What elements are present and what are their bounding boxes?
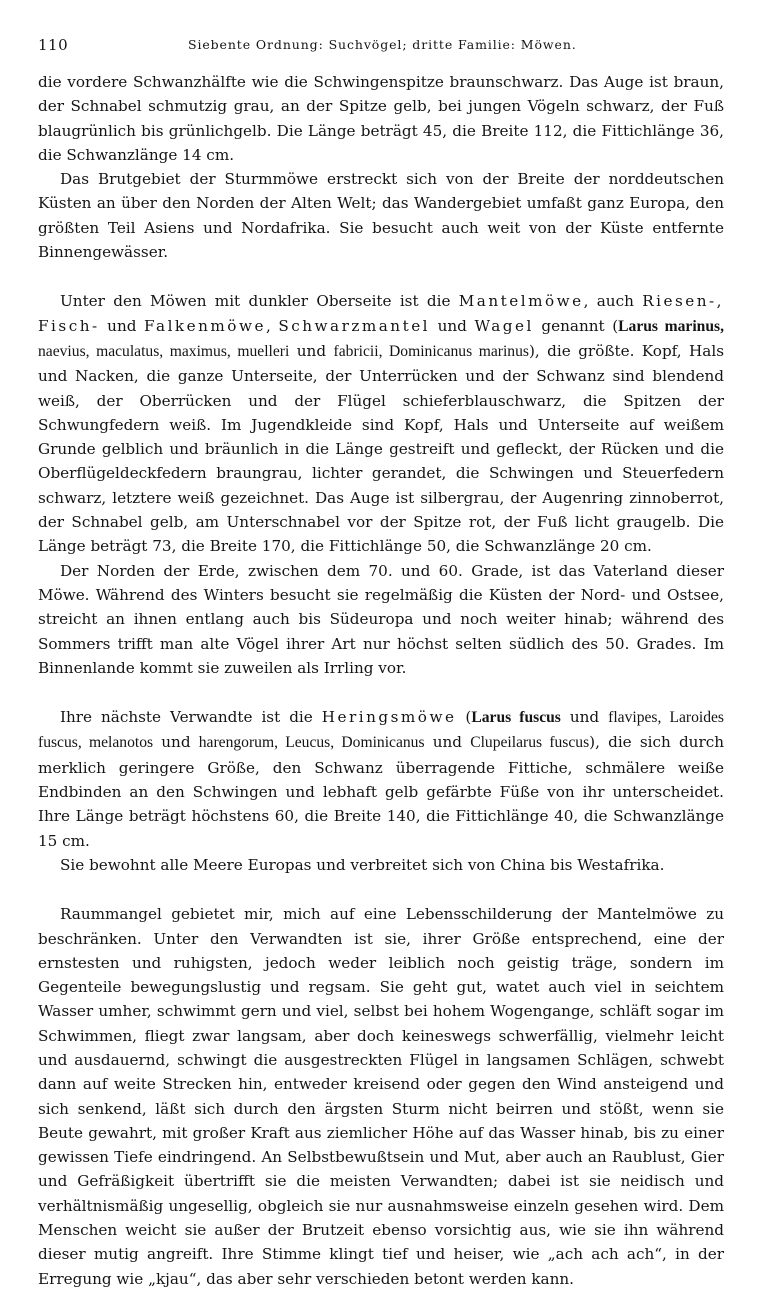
running-head xyxy=(38,36,724,58)
text-run: und xyxy=(289,341,334,360)
latin-synonyms: flavipes, Laroides fuscus, melanotos xyxy=(38,709,724,752)
species-name-heringsmoewe: Heringsmöwe xyxy=(321,708,457,727)
running-title: Siebente Ordnung: Suchvögel; dritte Familie: Möwen. xyxy=(188,37,577,52)
text-run: und xyxy=(430,316,475,335)
text-run: , auch xyxy=(583,292,643,311)
latin-synonyms: harengorum, Leucus, Dominicanus xyxy=(198,734,425,752)
alias-name: Wagel xyxy=(474,316,534,335)
text-run: Unter den Möwen mit dunkler Oberseite ist die xyxy=(60,292,459,311)
paragraph-great-black-backed-gull-range: Der Norden der Erde, zwischen dem 70. und 60. Grade, ist das Vaterland dieser Möwe. Während des Winters besucht sie regelmäßig die Küsten der Nord- und Ostsee, streicht an ihnen entlang auch bis Südeuropa und noch weiter hinab; während des Sommers trifft man alte Vögel ihrer Art nur höchst selten südlich des 50. Grades. Im Binnenlande kommt sie zuweilen als Irrling vor. xyxy=(38,561,724,677)
latin-synonyms: naevius, maculatus, maximus, muelleri xyxy=(38,342,290,360)
body-text xyxy=(38,70,724,1291)
page-number: 110 xyxy=(38,36,69,54)
paragraph-great-black-backed-gull-description xyxy=(38,289,724,558)
alias-name: Falkenmöwe xyxy=(144,316,266,335)
latin-name-primary: Larus fuscus xyxy=(471,709,561,727)
text-run: ), die größte. Kopf, Hals und Nacken, die ganze Unterseite, der Unterrücken und der Schwanz sind blendend weiß, der Oberrücken und der Flügel schieferblauschwarz, die Spitzen der Schwungfedern weiß. Im Jugendkleide sind Kopf, Hals und Unterseite auf weißem Grunde gelblich und bräunlich in die Länge gestreift und gefleckt, der Rücken und die Oberflügeldeckfedern braungrau, lichter gerandet, die Schwingen und Steuerfedern schwarz, letztere weiß gezeichnet. Das Auge ist silbergrau, der Augenring zinnoberrot, der Schnabel gelb, am Unterschnabel vor der Spitze rot, der Fuß licht graugelb. Die Länge beträgt 73, die Breite 170, die Fittichlänge 50, die Schwanzlänge 20 cm. xyxy=(38,341,724,556)
paragraph-storm-gull-range: Das Brutgebiet der Sturmmöwe erstreckt sich von der Breite der norddeutschen Küsten an über den Norden der Alten Welt; das Wandergebiet umfaßt ganz Europa, den größten Teil Asiens und Nordafrika. Sie besucht auch weit von der Küste entfernte Binnengewässer. xyxy=(38,170,724,262)
text-run: und xyxy=(153,733,199,752)
text-run: und xyxy=(424,733,471,752)
text-run: Ihre nächste Verwandte ist die xyxy=(60,708,322,727)
latin-name-primary: Larus marinus, xyxy=(618,317,724,335)
paragraph-storm-gull-description-end: die vordere Schwanzhälfte wie die Schwingenspitze braunschwarz. Das Auge ist braun, der Schnabel schmutzig grau, an der Spitze gelb, bei jungen Vögeln schwarz, der Fuß blaugrünlich bis grünlichgelb. Die Länge beträgt 45, die Breite 112, die Fittichlänge 36, die Schwanzlänge 14 cm. xyxy=(38,73,724,164)
latin-synonyms: Clupeilarus fuscus xyxy=(470,734,590,752)
paragraph-herring-gull-description xyxy=(38,705,724,853)
alias-name: Riesen-, Fisch- xyxy=(38,292,724,335)
book-page xyxy=(38,36,724,1291)
text-run: genannt ( xyxy=(533,316,619,335)
text-run: , xyxy=(265,316,279,335)
text-run: ( xyxy=(456,708,472,727)
text-run: und xyxy=(99,316,145,335)
paragraph-herring-gull-range: Sie bewohnt alle Meere Europas und verbreitet sich von China bis Westafrika. xyxy=(60,855,665,874)
text-run: und xyxy=(560,708,609,727)
latin-synonyms: fabricii, Dominicanus marinus xyxy=(333,342,529,360)
alias-name: Schwarzmantel xyxy=(278,316,431,335)
text-run: ), die sich durch merklich geringere Größe, den Schwanz überragende Fittiche, schmälere weiße Endbinden an den Schwingen und lebhaft gelb gefärbte Füße von ihr unterscheidet. Ihre Länge beträgt höchstens 60, die Breite 140, die Fittichlänge 40, die Schwanzlänge 15 cm. xyxy=(38,733,724,850)
paragraph-great-black-backed-gull-behaviour: Raummangel gebietet mir, mich auf eine Lebensschilderung der Mantelmöwe zu beschränken. Unter den Verwandten ist sie, ihrer Größe entsprechend, eine der ernstesten und ruhigsten, jedoch weder leiblich noch geistig träge, sondern im Gegenteile bewegungslustig und regsam. Sie geht gut, watet auch viel in seichtem Wasser umher, schwimmt gern und viel, selbst bei hohem Wogengange, schläft sogar im Schwimmen, fliegt zwar langsam, aber doch keineswegs schwerfällig, vielmehr leicht und ausdauernd, schwingt die ausgestreckten Flügel in langsamen Schlägen, schwebt dann auf weite Strecken hin, entweder kreisend oder gegen den Wind ansteigend und sich senkend, läßt sich durch den ärgsten Sturm nicht beirren und stößt, wenn sie Beute gewahrt, mit großer Kraft aus ziemlicher Höhe auf das Wasser hinab, bis zu einer gewissen Tiefe eindringend. An Selbstbewußtsein und Mut, aber auch an Raublust, Gier und Gefräßigkeit übertrifft sie die meisten Verwandten; dabei ist sie neidisch und verhältnismäßig ungesellig, obgleich sie nur ausnahmsweise einzeln gesehen wird. Dem Menschen weicht sie außer der Brutzeit ebenso vorsichtig aus, wie sie ihn während dieser mutig angreift. Ihre Stimme klingt tief und heiser, wie „ach ach ach“, in der Erregung wie „kjau“, das aber sehr verschieden betont werden kann. xyxy=(38,905,724,1288)
species-name-mantelmoewe: Mantelmöwe xyxy=(458,292,584,311)
